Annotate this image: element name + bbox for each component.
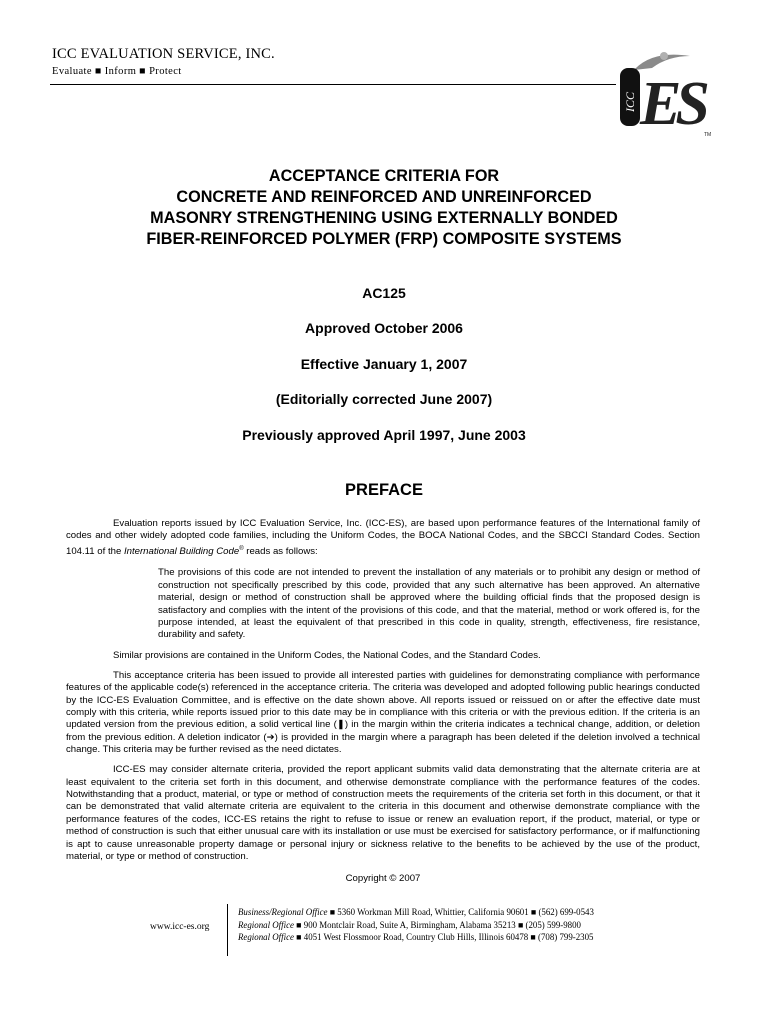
title-line: CONCRETE AND REINFORCED AND UNREINFORCED xyxy=(176,188,592,206)
title-line: FIBER-REINFORCED POLYMER (FRP) COMPOSITE SYSTEMS xyxy=(146,230,622,248)
code-quote: The provisions of this code are not intended to prevent the installation of any materials or to prohibit any design or method of construction not specifically prescribed by this code, provided that any such alternative has been approved. An alternative material, design or method of construction shall be approved where the building official finds that the proposed design is satisfactory and complies with the intent of the provisions of this code, and that the material, method or work offered is, for the purpose intended, at least the equivalent of that prescribed in this code in quality, strength, effectiveness, fire resistance, durability and safety. xyxy=(158,567,700,641)
office-line: Regional Office ■ 4051 West Flossmoor Road, Country Club Hills, Illinois 60478 ■ (708) 799-2305 xyxy=(238,932,594,943)
title-line: MASONRY STRENGTHENING USING EXTERNALLY BONDED xyxy=(150,209,618,227)
icc-es-logo xyxy=(612,48,724,144)
org-name: ICC EVALUATION SERVICE, INC. xyxy=(52,46,275,62)
office-line: Business/Regional Office ■ 5360 Workman Mill Road, Whittier, California 90601 ■ (562) 699-0543 xyxy=(238,907,594,917)
document-title xyxy=(40,166,728,250)
website-link[interactable]: www.icc-es.org xyxy=(150,922,210,932)
corrected-date: (Editorially corrected June 2007) xyxy=(275,391,493,407)
copyright: Copyright © 2007 xyxy=(345,873,421,885)
preface-paragraph-4: ICC-ES may consider alternate criteria, provided the report applicant submits valid data demonstrating that the alternate criteria are at least equivalent to the criteria set forth in this document, and otherwise demonstrate compliance with the performance features of the codes. Notwithstanding that a product, material, or type or method of construction meets the requirements of the criteria set forth in this document, or that it can be demonstrated that valid alternate criteria are equivalent to the criteria in this document and otherwise demonstrate compliance with the performance features of the codes, ICC-ES retains the right to refuse to issue or renew an evaluation report, if the product, material, or type or method of construction is such that either unusual care with its installation or use must be exercised for satisfactory performance, or if malfunctioning is apt to cause unreasonable property damage or personal injury or sickness relative to the benefits to be achieved by the use of the product, material, or type or method of construction. xyxy=(66,764,700,862)
preface-heading: PREFACE xyxy=(345,481,423,499)
ibc-title: International Building Code xyxy=(123,546,240,557)
logo-dot xyxy=(660,52,668,60)
preface-body xyxy=(66,518,700,893)
logo-es-letters: ES xyxy=(640,70,704,138)
footer-divider xyxy=(227,904,228,956)
approved-date: Approved October 2006 xyxy=(305,320,463,336)
effective-date: Effective January 1, 2007 xyxy=(300,356,468,372)
logo-tm: TM xyxy=(704,132,712,138)
registered-mark: ® xyxy=(239,545,244,552)
header-rule xyxy=(50,84,616,85)
office-addresses xyxy=(238,906,594,944)
previously-approved: Previously approved April 1997, June 2003 xyxy=(242,427,526,443)
title-line: ACCEPTANCE CRITERIA FOR xyxy=(268,167,500,185)
logo-icc-text: ICC xyxy=(623,91,637,112)
preface-paragraph-1: Evaluation reports issued by ICC Evaluation Service, Inc. (ICC-ES), are based upon performance features of the International family of codes and other widely adopted code families, including the Uniform Codes, the BOCA National Codes, and the SBCCI Standard Codes. Section 104.11 of the International Building Code® reads as follows: xyxy=(66,518,700,557)
office-line: Regional Office ■ 900 Montclair Road, Suite A, Birmingham, Alabama 35213 ■ (205) 599-9800 xyxy=(238,919,581,930)
criteria-code: AC125 xyxy=(362,285,406,301)
preface-paragraph-2: Similar provisions are contained in the Uniform Codes, the National Codes, and the Standard Codes. xyxy=(113,649,541,661)
preface-paragraph-3: This acceptance criteria has been issued to provide all interested parties with guidelines for demonstrating compliance with performance features of the applicable code(s) referenced in the acceptance criteria. The criteria was developed and adopted following public hearings conducted by the ICC-ES Evaluation Committee, and is effective on the date shown above. All reports issued or reissued on or after the effective date must comply with this criteria, while reports issued prior to this date may be in compliance with this criteria or with the previous edition. If the criteria is an updated version from the previous edition, a solid vertical line (❚) in the margin within the criteria indicates a technical change, addition, or deletion from the previous edition. A deletion indicator (➔) is provided in the margin where a paragraph has been deleted if the deletion involved a technical change. This criteria may be further revised as the need dictates. xyxy=(66,669,700,756)
org-tagline: Evaluate ■ Inform ■ Protect xyxy=(52,66,182,77)
